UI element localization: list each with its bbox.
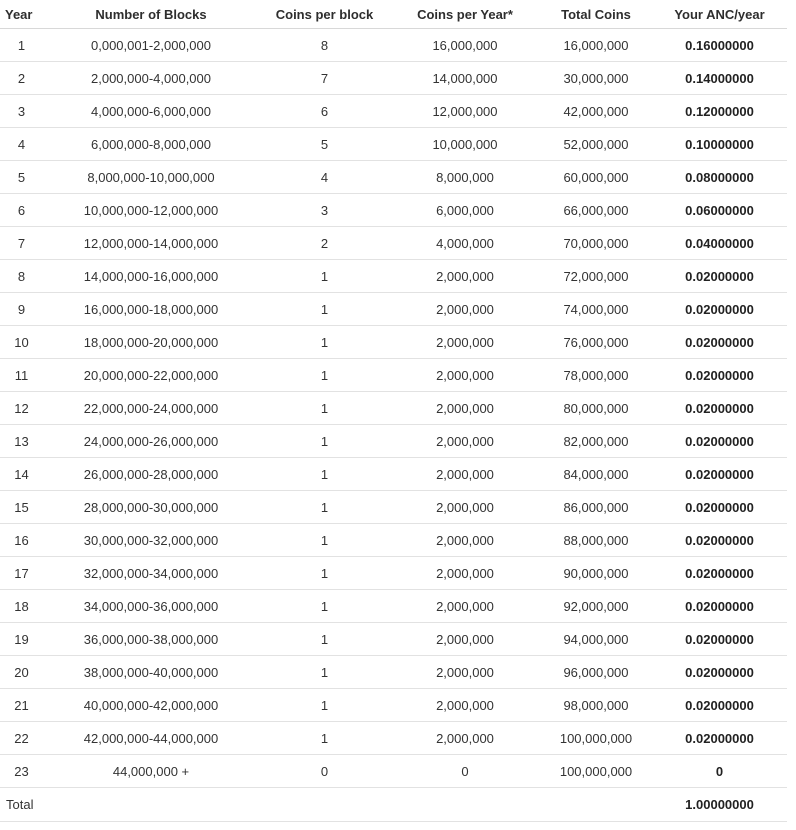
cell-year: 16 [0, 524, 43, 557]
cell-total-coins: 60,000,000 [540, 161, 652, 194]
cell-coins-per-year: 2,000,000 [390, 293, 540, 326]
cell-year: 6 [0, 194, 43, 227]
table-row [0, 623, 787, 656]
cell-total-coins: 92,000,000 [540, 590, 652, 623]
cell-your-anc-per-year: 0.02000000 [652, 491, 787, 524]
cell-number-of-blocks: 36,000,000-38,000,000 [43, 623, 259, 656]
header-your-anc-per-year: Your ANC/year [652, 0, 787, 29]
cell-coins-per-block: 1 [259, 689, 390, 722]
cell-number-of-blocks: 42,000,000-44,000,000 [43, 722, 259, 755]
table-row [0, 590, 787, 623]
total-row [0, 788, 787, 822]
header-total-coins: Total Coins [540, 0, 652, 29]
cell-coins-per-block: 3 [259, 194, 390, 227]
cell-number-of-blocks: 22,000,000-24,000,000 [43, 392, 259, 425]
table-row [0, 557, 787, 590]
cell-number-of-blocks: 44,000,000 + [43, 755, 259, 788]
cell-coins-per-year: 2,000,000 [390, 458, 540, 491]
cell-year: 3 [0, 95, 43, 128]
cell-number-of-blocks: 10,000,000-12,000,000 [43, 194, 259, 227]
cell-coins-per-year: 2,000,000 [390, 722, 540, 755]
cell-number-of-blocks: 8,000,000-10,000,000 [43, 161, 259, 194]
cell-number-of-blocks: 2,000,000-4,000,000 [43, 62, 259, 95]
header-coins-per-year: Coins per Year* [390, 0, 540, 29]
cell-year: 13 [0, 425, 43, 458]
cell-coins-per-block: 1 [259, 425, 390, 458]
table-row [0, 722, 787, 755]
cell-number-of-blocks: 14,000,000-16,000,000 [43, 260, 259, 293]
cell-coins-per-block: 1 [259, 458, 390, 491]
cell-coins-per-block: 1 [259, 491, 390, 524]
cell-coins-per-year: 2,000,000 [390, 359, 540, 392]
cell-your-anc-per-year: 0.02000000 [652, 458, 787, 491]
table-row [0, 29, 787, 62]
table-header [0, 0, 787, 29]
cell-your-anc-per-year: 0.02000000 [652, 590, 787, 623]
cell-total-coins: 86,000,000 [540, 491, 652, 524]
cell-coins-per-year: 2,000,000 [390, 557, 540, 590]
total-anc-value: 1.00000000 [652, 788, 787, 822]
cell-number-of-blocks: 4,000,000-6,000,000 [43, 95, 259, 128]
table-cell-empty [259, 788, 390, 822]
cell-coins-per-year: 2,000,000 [390, 590, 540, 623]
cell-coins-per-block: 2 [259, 227, 390, 260]
cell-coins-per-block: 1 [259, 293, 390, 326]
cell-your-anc-per-year: 0.10000000 [652, 128, 787, 161]
cell-total-coins: 100,000,000 [540, 755, 652, 788]
cell-year: 23 [0, 755, 43, 788]
cell-coins-per-year: 2,000,000 [390, 623, 540, 656]
cell-your-anc-per-year: 0.08000000 [652, 161, 787, 194]
table-row [0, 260, 787, 293]
table-row [0, 194, 787, 227]
cell-coins-per-year: 14,000,000 [390, 62, 540, 95]
cell-total-coins: 96,000,000 [540, 656, 652, 689]
cell-coins-per-block: 1 [259, 326, 390, 359]
cell-number-of-blocks: 18,000,000-20,000,000 [43, 326, 259, 359]
cell-coins-per-block: 1 [259, 524, 390, 557]
cell-total-coins: 42,000,000 [540, 95, 652, 128]
cell-year: 1 [0, 29, 43, 62]
cell-your-anc-per-year: 0.02000000 [652, 656, 787, 689]
table-row [0, 458, 787, 491]
cell-total-coins: 98,000,000 [540, 689, 652, 722]
table-row [0, 293, 787, 326]
cell-total-coins: 80,000,000 [540, 392, 652, 425]
cell-year: 2 [0, 62, 43, 95]
cell-year: 8 [0, 260, 43, 293]
cell-total-coins: 88,000,000 [540, 524, 652, 557]
table-body [0, 29, 787, 788]
cell-total-coins: 84,000,000 [540, 458, 652, 491]
cell-your-anc-per-year: 0.02000000 [652, 557, 787, 590]
table-row [0, 524, 787, 557]
table-row [0, 392, 787, 425]
cell-year: 14 [0, 458, 43, 491]
cell-year: 20 [0, 656, 43, 689]
cell-year: 9 [0, 293, 43, 326]
cell-your-anc-per-year: 0 [652, 755, 787, 788]
cell-coins-per-year: 6,000,000 [390, 194, 540, 227]
table-row [0, 689, 787, 722]
table-footer [0, 788, 787, 822]
table-row [0, 491, 787, 524]
total-label: Total [0, 788, 43, 822]
cell-coins-per-block: 1 [259, 623, 390, 656]
cell-your-anc-per-year: 0.02000000 [652, 722, 787, 755]
cell-your-anc-per-year: 0.12000000 [652, 95, 787, 128]
cell-number-of-blocks: 24,000,000-26,000,000 [43, 425, 259, 458]
cell-coins-per-block: 1 [259, 722, 390, 755]
cell-coins-per-block: 1 [259, 656, 390, 689]
cell-total-coins: 78,000,000 [540, 359, 652, 392]
cell-coins-per-year: 2,000,000 [390, 656, 540, 689]
cell-coins-per-year: 2,000,000 [390, 326, 540, 359]
cell-total-coins: 30,000,000 [540, 62, 652, 95]
header-year: Year [0, 0, 43, 29]
cell-year: 19 [0, 623, 43, 656]
cell-coins-per-block: 1 [259, 359, 390, 392]
cell-number-of-blocks: 6,000,000-8,000,000 [43, 128, 259, 161]
cell-your-anc-per-year: 0.02000000 [652, 689, 787, 722]
cell-coins-per-year: 8,000,000 [390, 161, 540, 194]
cell-number-of-blocks: 40,000,000-42,000,000 [43, 689, 259, 722]
cell-number-of-blocks: 0,000,001-2,000,000 [43, 29, 259, 62]
cell-coins-per-year: 0 [390, 755, 540, 788]
cell-number-of-blocks: 26,000,000-28,000,000 [43, 458, 259, 491]
cell-year: 7 [0, 227, 43, 260]
cell-total-coins: 74,000,000 [540, 293, 652, 326]
cell-coins-per-block: 1 [259, 392, 390, 425]
table-row [0, 227, 787, 260]
cell-total-coins: 72,000,000 [540, 260, 652, 293]
cell-number-of-blocks: 32,000,000-34,000,000 [43, 557, 259, 590]
table-row [0, 656, 787, 689]
header-coins-per-block: Coins per block [259, 0, 390, 29]
cell-your-anc-per-year: 0.02000000 [652, 623, 787, 656]
cell-your-anc-per-year: 0.02000000 [652, 260, 787, 293]
cell-total-coins: 100,000,000 [540, 722, 652, 755]
cell-year: 15 [0, 491, 43, 524]
cell-number-of-blocks: 38,000,000-40,000,000 [43, 656, 259, 689]
cell-coins-per-block: 4 [259, 161, 390, 194]
cell-coins-per-block: 7 [259, 62, 390, 95]
cell-year: 22 [0, 722, 43, 755]
cell-number-of-blocks: 30,000,000-32,000,000 [43, 524, 259, 557]
cell-year: 5 [0, 161, 43, 194]
cell-your-anc-per-year: 0.02000000 [652, 425, 787, 458]
table-row [0, 128, 787, 161]
header-row [0, 0, 787, 29]
cell-coins-per-year: 2,000,000 [390, 260, 540, 293]
cell-year: 10 [0, 326, 43, 359]
cell-year: 21 [0, 689, 43, 722]
cell-total-coins: 76,000,000 [540, 326, 652, 359]
cell-year: 17 [0, 557, 43, 590]
cell-your-anc-per-year: 0.14000000 [652, 62, 787, 95]
cell-total-coins: 82,000,000 [540, 425, 652, 458]
cell-coins-per-block: 6 [259, 95, 390, 128]
cell-coins-per-year: 10,000,000 [390, 128, 540, 161]
cell-your-anc-per-year: 0.02000000 [652, 359, 787, 392]
table-row [0, 425, 787, 458]
cell-coins-per-year: 2,000,000 [390, 689, 540, 722]
cell-coins-per-year: 2,000,000 [390, 425, 540, 458]
cell-your-anc-per-year: 0.02000000 [652, 293, 787, 326]
cell-coins-per-block: 0 [259, 755, 390, 788]
cell-your-anc-per-year: 0.02000000 [652, 326, 787, 359]
cell-number-of-blocks: 12,000,000-14,000,000 [43, 227, 259, 260]
cell-year: 4 [0, 128, 43, 161]
cell-coins-per-year: 2,000,000 [390, 524, 540, 557]
cell-total-coins: 94,000,000 [540, 623, 652, 656]
cell-coins-per-year: 12,000,000 [390, 95, 540, 128]
table-row [0, 326, 787, 359]
table-cell-empty [43, 788, 259, 822]
table-row [0, 161, 787, 194]
table-row [0, 359, 787, 392]
cell-your-anc-per-year: 0.16000000 [652, 29, 787, 62]
cell-year: 12 [0, 392, 43, 425]
cell-coins-per-year: 16,000,000 [390, 29, 540, 62]
cell-your-anc-per-year: 0.02000000 [652, 392, 787, 425]
cell-number-of-blocks: 28,000,000-30,000,000 [43, 491, 259, 524]
cell-total-coins: 66,000,000 [540, 194, 652, 227]
cell-number-of-blocks: 34,000,000-36,000,000 [43, 590, 259, 623]
cell-number-of-blocks: 16,000,000-18,000,000 [43, 293, 259, 326]
cell-total-coins: 70,000,000 [540, 227, 652, 260]
cell-coins-per-block: 1 [259, 260, 390, 293]
cell-year: 11 [0, 359, 43, 392]
header-number-of-blocks: Number of Blocks [43, 0, 259, 29]
cell-coins-per-year: 2,000,000 [390, 491, 540, 524]
cell-year: 18 [0, 590, 43, 623]
cell-your-anc-per-year: 0.06000000 [652, 194, 787, 227]
cell-coins-per-block: 8 [259, 29, 390, 62]
table-row [0, 755, 787, 788]
table-cell-empty [540, 788, 652, 822]
cell-total-coins: 90,000,000 [540, 557, 652, 590]
cell-total-coins: 52,000,000 [540, 128, 652, 161]
cell-your-anc-per-year: 0.02000000 [652, 524, 787, 557]
table-row [0, 95, 787, 128]
cell-coins-per-block: 5 [259, 128, 390, 161]
table-cell-empty [390, 788, 540, 822]
cell-coins-per-block: 1 [259, 590, 390, 623]
cell-number-of-blocks: 20,000,000-22,000,000 [43, 359, 259, 392]
table-row [0, 62, 787, 95]
cell-total-coins: 16,000,000 [540, 29, 652, 62]
cell-coins-per-block: 1 [259, 557, 390, 590]
cell-your-anc-per-year: 0.04000000 [652, 227, 787, 260]
cell-coins-per-year: 2,000,000 [390, 392, 540, 425]
cell-coins-per-year: 4,000,000 [390, 227, 540, 260]
